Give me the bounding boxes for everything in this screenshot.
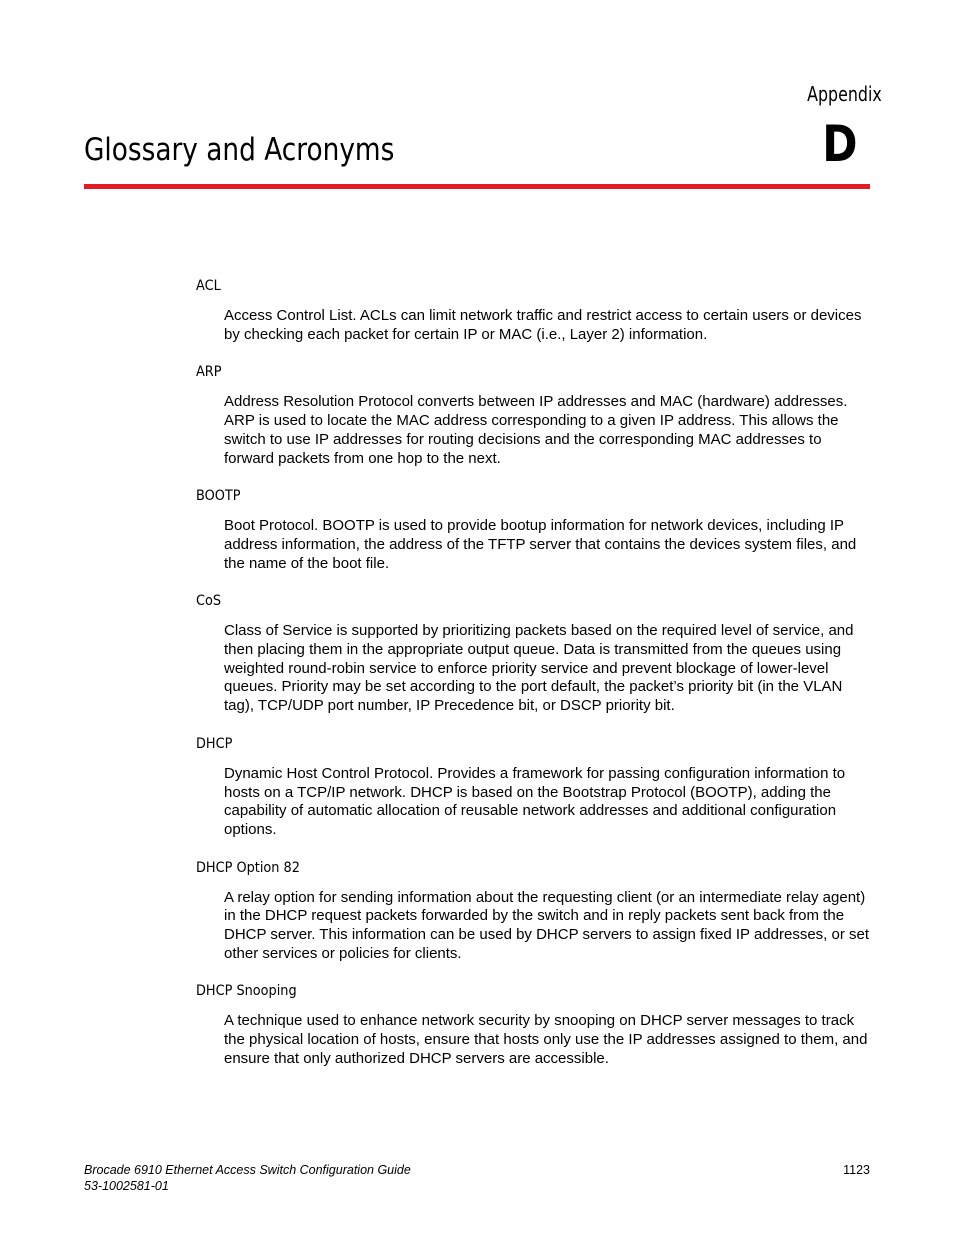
glossary-definition: Dynamic Host Control Protocol. Provides a framework for passing configuration information to hosts on a TCP/IP network. DHCP is based on the Bootstrap Protocol (BOOTP), adding the capability of automatic allocation of reusable network addresses and additional configuration options. xyxy=(224,764,846,838)
glossary-entry-cos xyxy=(196,591,871,716)
glossary-definition: Boot Protocol. BOOTP is used to provide bootup information for network devices, including IP address information, the address of the TFTP server that contains the devices system files, and the name of the boot file. xyxy=(224,517,857,572)
glossary-entry-bootp xyxy=(196,486,871,573)
page-title: Glossary and Acronyms xyxy=(84,132,395,168)
glossary-term: ACL xyxy=(196,278,221,294)
glossary-definition: A technique used to enhance network security by snooping on DHCP server messages to track the physical location of hosts, ensure that hosts only use the IP addresses assigned to them, and ensure that only authorized DHCP servers are accessible. xyxy=(224,1012,868,1067)
footer-doc-number: 53-1002581-01 xyxy=(84,1179,169,1193)
glossary-definition: Address Resolution Protocol converts between IP addresses and MAC (hardware) addresses. ARP is used to locate the MAC address corresponding to a given IP address. This allows the switch to use IP addresses for routing decisions and the corresponding MAC addresses to forward packets from one hop to the next. xyxy=(224,393,848,467)
page-number: 1123 xyxy=(843,1163,870,1177)
glossary-term: ARP xyxy=(196,364,222,381)
glossary-entry-dhcp xyxy=(196,734,871,840)
glossary-term: DHCP Option 82 xyxy=(196,859,300,876)
glossary-entry-arp xyxy=(196,362,871,468)
glossary-term: DHCP xyxy=(196,735,233,752)
title-divider xyxy=(84,184,870,189)
glossary-term: CoS xyxy=(196,593,222,610)
glossary-term: BOOTP xyxy=(196,488,241,505)
glossary-entry-acl xyxy=(196,276,871,344)
glossary-entry-dhcp-snooping xyxy=(196,981,871,1068)
glossary-definition: Access Control List. ACLs can limit network traffic and restrict access to certain users or devices by checking each packet for certain IP or MAC (i.e., Layer 2) information. xyxy=(224,307,862,343)
appendix-label: Appendix xyxy=(807,82,882,106)
glossary-definition: A relay option for sending information about the requesting client (or an intermediate relay agent) in the DHCP request packets forwarded by the switch and in reply packets sent back from the DHCP server. This information can be used by DHCP servers to assign fixed IP addresses, or set other services or policies for clients. xyxy=(224,888,870,962)
glossary-entry-dhcp-option-82 xyxy=(196,858,871,964)
footer-document-info xyxy=(84,1162,411,1194)
appendix-letter: D xyxy=(822,115,858,173)
glossary-term: DHCP Snooping xyxy=(196,983,297,1000)
footer-guide-title: Brocade 6910 Ethernet Access Switch Configuration Guide xyxy=(84,1163,411,1177)
glossary-definition: Class of Service is supported by prioritizing packets based on the required level of service, and then placing them in the appropriate output queue. Data is transmitted from the queues using weighted round-robin service to enforce priority service and prevent blockage of lower-level queues. Priority may be set according to the port default, the packet’s priority bit (in the VLAN tag), TCP/UDP port number, IP Precedence bit, or DSCP priority bit. xyxy=(224,622,854,715)
glossary-list xyxy=(196,276,871,1087)
